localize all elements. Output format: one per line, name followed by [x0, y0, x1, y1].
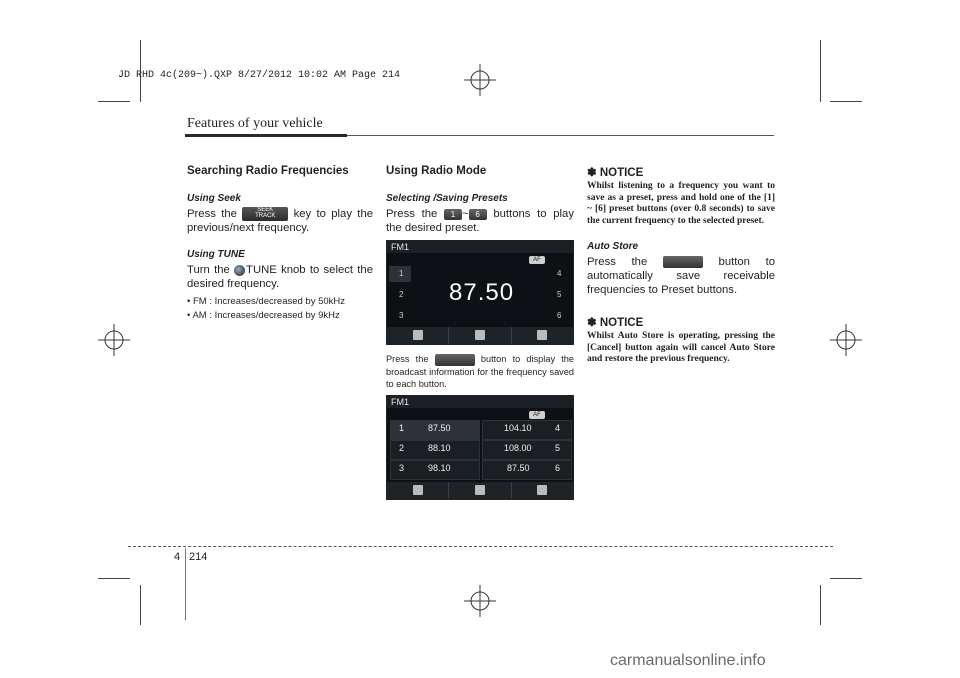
- notice-title: ✽ NOTICE: [587, 317, 644, 329]
- preset-list-icon: [413, 330, 423, 340]
- band-label: FM1: [391, 397, 409, 407]
- preset-number: 4: [557, 269, 562, 278]
- preset-list-button: [387, 482, 448, 499]
- notice-body: Whilst Auto Store is operating, pressing the [Cancel] button again will cancel Auto Store and restore the previous frequency.: [587, 331, 775, 364]
- preset-frequency: 87.50: [507, 463, 530, 473]
- notice-title: ✽ NOTICE: [587, 167, 644, 179]
- menu-button: [511, 327, 573, 344]
- column-searching: [187, 165, 373, 323]
- preset-row: [387, 460, 573, 478]
- radio-screen-preset-list: [386, 395, 574, 500]
- menu-button: [511, 482, 573, 499]
- preset-frequency: 88.10: [428, 443, 451, 453]
- preset-frequency: 87.50: [428, 423, 451, 433]
- menu-icon: [537, 330, 547, 340]
- current-frequency: 87.50: [449, 279, 515, 306]
- crop-mark: [830, 578, 862, 579]
- registration-mark-icon: [464, 585, 496, 617]
- print-slug: JD RHD 4c(209~).QXP 8/27/2012 10:02 AM Page 214: [118, 70, 401, 81]
- preset-number: 6: [557, 311, 562, 320]
- display-paragraph: Press the button to display the broadcast information for the frequency saved to each button.: [386, 354, 574, 389]
- chapter-number: 4: [174, 551, 181, 563]
- crop-mark: [830, 101, 862, 102]
- presets-paragraph: Press the 1 ~ 6 buttons to play the desired preset.: [386, 208, 574, 234]
- subheading-tune: Using TUNE: [187, 249, 245, 261]
- crop-mark: [820, 585, 821, 625]
- column-radio-mode: [386, 165, 574, 235]
- auto-store-paragraph: Press the button to automatically save receivable frequencies to Preset buttons.: [587, 256, 776, 296]
- af-badge: AF: [529, 411, 545, 419]
- registration-mark-icon: [830, 324, 862, 356]
- preset-number: 5: [555, 443, 561, 453]
- auto-store-button: [448, 482, 510, 499]
- screen-status-bar: [387, 396, 573, 408]
- preset-frequency: 108.00: [504, 443, 532, 453]
- column-notices: [587, 165, 775, 366]
- preset-6-button-icon: 6: [469, 209, 487, 220]
- seek-paragraph: Press the SEEK TRACK key to play the previous/next frequency.: [187, 207, 374, 235]
- preset-number: 3: [399, 311, 404, 320]
- footer-rule: [128, 546, 833, 547]
- preset-list-button: [387, 327, 448, 344]
- registration-mark-icon: [98, 324, 130, 356]
- section-heading: Using Radio Mode: [386, 165, 487, 177]
- crop-mark: [140, 585, 141, 625]
- preset-list-icon: [413, 485, 423, 495]
- preset-number: 5: [557, 290, 562, 299]
- preset-row: [387, 420, 573, 438]
- preset-number: 2: [399, 290, 404, 299]
- page-number: 214: [189, 551, 208, 563]
- screen-bottom-bar: [387, 482, 573, 499]
- page-header-title: Features of your vehicle: [187, 116, 323, 131]
- subheading-seek: Using Seek: [187, 193, 241, 204]
- preset-number: 1: [399, 423, 405, 433]
- af-badge: AF: [529, 256, 545, 264]
- bullet-fm: • FM : Increases/decreased by 50kHz: [187, 296, 346, 308]
- seek-track-button-icon: SEEK TRACK: [242, 207, 288, 221]
- band-label: FM1: [391, 242, 409, 252]
- preset-frequency: 104.10: [504, 423, 532, 433]
- bullet-am: • AM : Increases/decreased by 9kHz: [187, 310, 340, 322]
- preset-number: 4: [555, 423, 561, 433]
- auto-store-button-icon: [663, 256, 703, 268]
- subheading-presets: Selecting /Saving Presets: [386, 193, 508, 204]
- auto-store-icon: [475, 485, 485, 495]
- screen-bottom-bar: [387, 327, 573, 344]
- preset-number: 1: [399, 269, 404, 278]
- crop-mark: [98, 101, 130, 102]
- tune-paragraph: Turn the TUNE knob to select the desired frequency.: [187, 264, 373, 291]
- radio-screen-main: [386, 240, 574, 345]
- auto-store-icon: [475, 330, 485, 340]
- preset-number: 6: [555, 463, 561, 473]
- crop-mark: [98, 578, 130, 579]
- notice-body: Whilst listening to a frequency you want to save as a preset, press and hold one of the [1] ~ [6] preset buttons (over 0.8 seconds) to save the current frequency to the selected preset.: [587, 181, 775, 226]
- registration-mark-icon: [464, 64, 496, 96]
- preset-row: [387, 440, 573, 458]
- footer-divider: [185, 548, 186, 620]
- preset-frequency: 98.10: [428, 463, 451, 473]
- preset-list-button-icon: [435, 354, 475, 366]
- header-rule: [185, 134, 347, 137]
- preset-1-button-icon: 1: [444, 209, 462, 220]
- crop-mark: [820, 40, 821, 102]
- preset-number: 2: [399, 443, 405, 453]
- screen-status-bar: [387, 241, 573, 253]
- menu-icon: [537, 485, 547, 495]
- preset-number: 3: [399, 463, 405, 473]
- subheading-auto-store: Auto Store: [587, 241, 639, 252]
- header-rule: [347, 135, 774, 136]
- tune-knob-icon: [234, 265, 245, 276]
- section-heading: Searching Radio Frequencies: [187, 165, 349, 177]
- watermark: carmanualsonline.info: [610, 652, 766, 669]
- auto-store-button: [448, 327, 510, 344]
